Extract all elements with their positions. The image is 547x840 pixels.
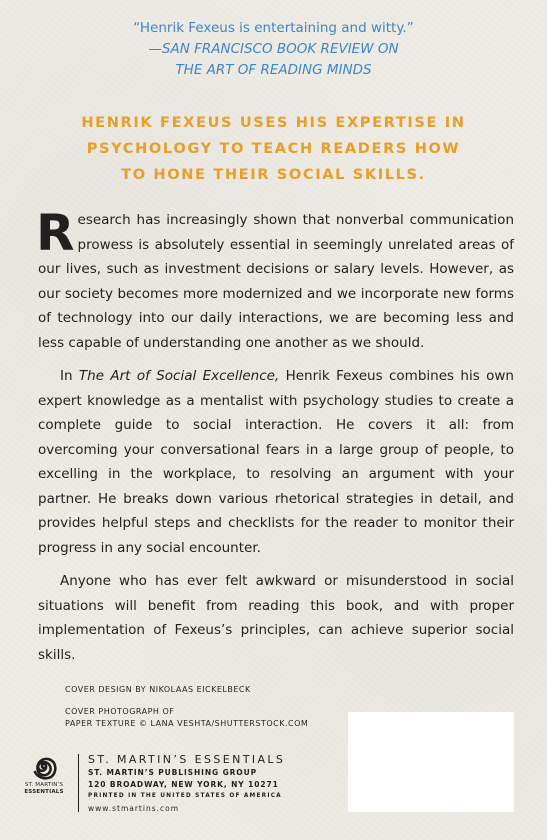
paragraph-2-text: Henrik Fexeus combines his own expert knowledge as a mentalist with psychology studies to create a complete guide to social interaction. He covers it all: from overcoming your conversational fears in a large group of people, to excelling in the workplace, to resolving an argument with your partner. He breaks down various rhetorical strategies in detail, and provides helpful steps and checklists for the reader to monitor their progress in any social encounter.: [38, 368, 514, 556]
spiral-icon: [29, 754, 59, 782]
quote-source-book: THE ART OF READING MINDS: [175, 62, 372, 78]
logo-line-1: ST. MARTIN’S: [24, 782, 64, 788]
publisher-address: 120 BROADWAY, NEW YORK, NY 10271: [88, 780, 279, 789]
praise-quote: [0, 18, 547, 81]
paragraph-2-lead: In: [60, 368, 79, 384]
printed-notice: PRINTED IN THE UNITED STATES OF AMERICA: [88, 793, 282, 799]
book-description: [36, 204, 514, 667]
barcode-area: [348, 712, 514, 812]
headline: [0, 110, 547, 188]
headline-line-1: HENRIK FEXEUS USES HIS EXPERTISE IN: [81, 114, 466, 131]
headline-line-2: PSYCHOLOGY TO TEACH READERS HOW: [86, 140, 461, 157]
cover-photo-credit-line-2: PAPER TEXTURE © LANA VESHTA/SHUTTERSTOCK.COM: [65, 719, 309, 728]
headline-line-3: TO HONE THEIR SOCIAL SKILLS.: [121, 166, 426, 183]
paragraph-1-text: esearch has increasingly shown that nonverbal communication prowess is absolutely essential in seemingly unrelated areas of our lives, such as investment decisions or salary levels. However, as our society becomes more modernized and we incorporate new forms of technology into our daily interactions, we are becoming less and less capable of understanding one another as we should.: [38, 212, 514, 351]
paragraph-2: [38, 364, 514, 560]
quote-source: —SAN FRANCISCO BOOK REVIEW ON: [148, 41, 399, 57]
publisher-info: [88, 752, 285, 817]
publishing-group: ST. MARTIN’S PUBLISHING GROUP: [88, 768, 257, 777]
logo-divider: [78, 754, 79, 812]
logo-line-2: ESSENTIALS: [24, 789, 64, 795]
imprint-name: ST. MARTIN’S ESSENTIALS: [88, 753, 286, 766]
paragraph-3: Anyone who has ever felt awkward or misunderstood in social situations will benefit from reading this book, and with proper implementation of Fexeus’s principles, can achieve superior social skills.: [38, 573, 514, 663]
publisher-logo: [18, 754, 70, 796]
cover-photo-credit: [65, 706, 308, 730]
paragraph-1: [36, 204, 514, 355]
cover-photo-credit-line-1: COVER PHOTOGRAPH OF: [65, 707, 175, 716]
drop-cap: R: [36, 204, 75, 262]
publisher-website: www.stmartins.com: [88, 804, 180, 813]
quote-text: “Henrik Fexeus is entertaining and witty.”: [133, 20, 414, 36]
book-title: The Art of Social Excellence,: [78, 368, 280, 384]
cover-design-credit: COVER DESIGN BY NIKOLAAS EICKELBECK: [65, 685, 251, 694]
